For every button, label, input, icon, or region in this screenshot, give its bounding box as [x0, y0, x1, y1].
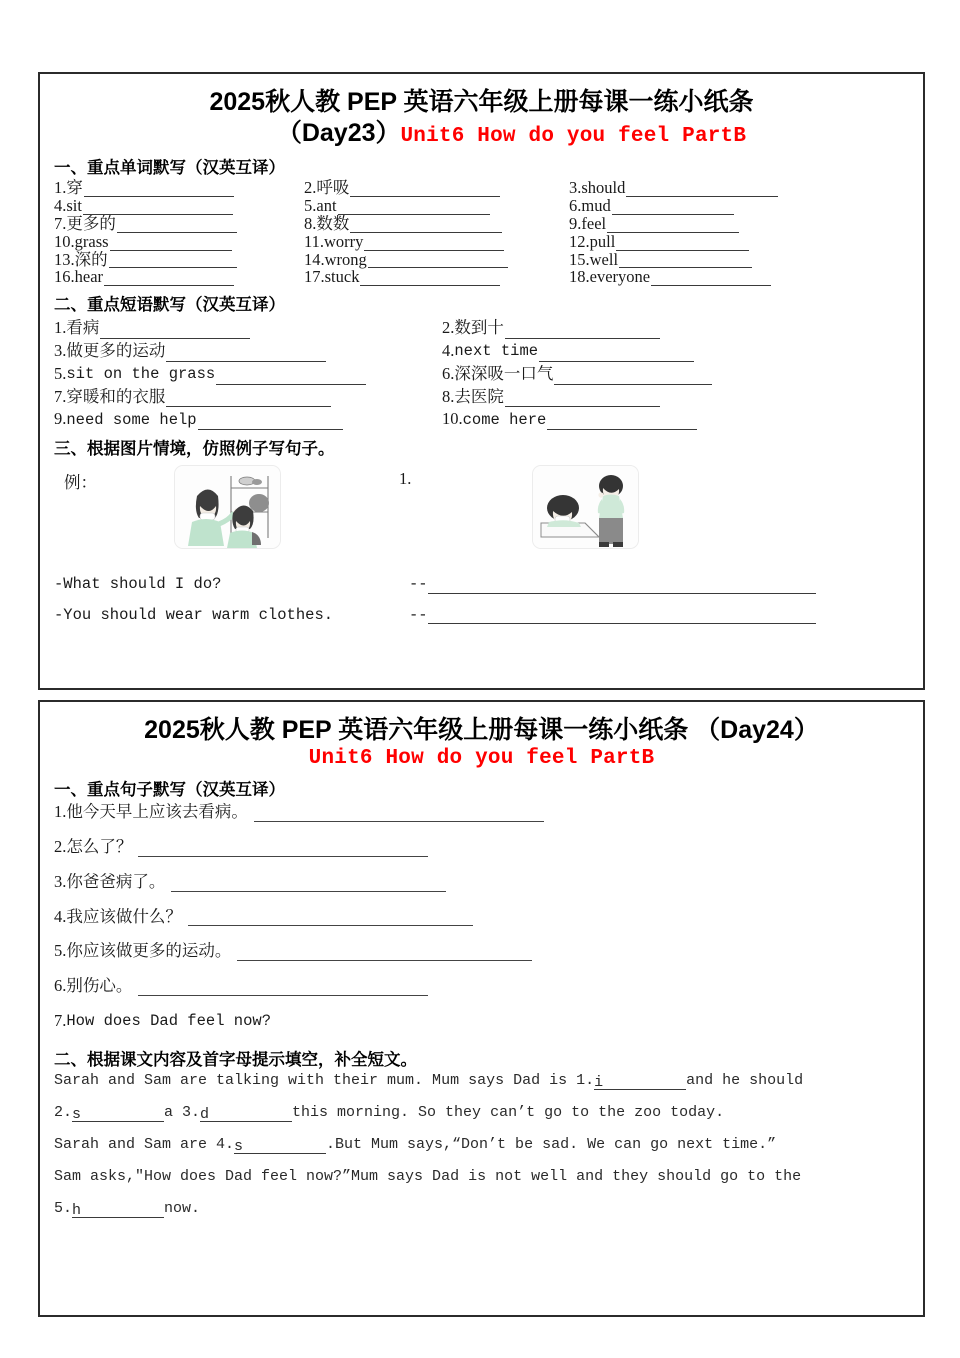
- vocab-label: 9.: [569, 213, 582, 233]
- phrase-label: 2.: [442, 318, 455, 338]
- answer-dash: --: [409, 575, 428, 594]
- day23-title-main: 2025秋人教 PEP 英语六年级上册每课一练小纸条: [209, 88, 754, 116]
- passage-text: Sarah and Sam are 4.: [54, 1135, 235, 1153]
- sentence-label: 5.: [54, 941, 67, 961]
- phrase-answer-blank[interactable]: [100, 322, 250, 339]
- vocab-item: [304, 231, 569, 252]
- phrase-term: sit on the grass: [66, 365, 216, 384]
- vocab-answer-blank[interactable]: [619, 252, 752, 269]
- vocabulary-grid: [54, 180, 909, 287]
- day24-title-sub: [54, 746, 909, 772]
- phrase-label: 9.: [54, 409, 67, 429]
- phrase-answer-blank[interactable]: [216, 368, 366, 385]
- vocab-term: 深的: [74, 249, 108, 269]
- phrase-item: [442, 363, 909, 386]
- phrase-term: 去医院: [454, 386, 504, 406]
- sentence-item: [54, 872, 909, 892]
- phrase-item: [54, 340, 442, 363]
- vocab-term: 更多的: [66, 213, 116, 233]
- vocab-label: 12.: [569, 231, 590, 251]
- sentence-answer-blank[interactable]: [254, 805, 544, 823]
- passage-text: 5.: [54, 1199, 73, 1217]
- vocab-label: 17.: [304, 267, 325, 287]
- vocab-item: [569, 231, 909, 252]
- sentence-text: 我应该做什么？: [66, 906, 182, 926]
- vocab-answer-blank[interactable]: [364, 234, 504, 251]
- phrase-label: 10.: [442, 409, 463, 429]
- phrase-term: need some help: [66, 410, 197, 429]
- phrase-label: 1.: [54, 318, 67, 338]
- phrase-answer-blank[interactable]: [198, 413, 343, 430]
- day24-title-block: [54, 702, 909, 772]
- vocab-term: stuck: [324, 267, 360, 287]
- vocab-label: 7.: [54, 213, 67, 233]
- vocab-term: worry: [324, 231, 364, 251]
- vocab-label: 4.: [54, 196, 67, 216]
- phrase-label: 5.: [54, 363, 67, 383]
- phrase-answer-blank[interactable]: [539, 345, 694, 362]
- phrase-item: [54, 363, 442, 386]
- sentence-item: [54, 802, 909, 822]
- day24-title-main: 2025秋人教 PEP 英语六年级上册每课一练小纸条 （Day24）: [144, 716, 819, 744]
- answer-blank[interactable]: [428, 577, 816, 594]
- vocab-term: ant: [316, 196, 337, 216]
- vocab-term: 呼吸: [316, 178, 350, 198]
- passage-text: now.: [164, 1199, 201, 1217]
- vocab-answer-blank[interactable]: [117, 216, 237, 233]
- sentence-item: [54, 976, 909, 996]
- passage-text: and he should: [686, 1071, 804, 1089]
- sentence-text: 他今天早上应该去看病。: [66, 802, 248, 822]
- sentence-label: 1.: [54, 802, 67, 822]
- vocab-label: 6.: [569, 196, 582, 216]
- passage-text: .But Mum says,“Don’t be sad. We can go next time.”: [326, 1135, 777, 1153]
- vocab-item: [569, 269, 909, 287]
- day23-unit-tag: Unit6 How do you feel PartB: [400, 125, 747, 148]
- vocab-answer-blank[interactable]: [338, 198, 490, 215]
- vocab-label: 18.: [569, 267, 590, 287]
- vocab-answer-blank[interactable]: [350, 180, 500, 197]
- phrase-answer-blank[interactable]: [166, 391, 331, 408]
- vocab-item: [569, 180, 909, 198]
- phrase-answer-blank[interactable]: [505, 391, 660, 408]
- passage-line: [54, 1200, 909, 1218]
- cloze-passage: [54, 1072, 909, 1218]
- phrase-label: 6.: [442, 363, 455, 383]
- vocab-answer-blank[interactable]: [360, 270, 500, 287]
- vocab-term: hear: [74, 267, 104, 287]
- phrase-item: [442, 317, 909, 340]
- example-label: 例：: [64, 473, 97, 493]
- sentence-answer-blank[interactable]: [138, 839, 428, 857]
- passage-line: [54, 1072, 909, 1090]
- vocab-term: mud: [581, 196, 611, 216]
- sentence-item: [54, 941, 909, 961]
- vocab-answer-blank[interactable]: [84, 180, 234, 197]
- vocab-label: 10.: [54, 231, 75, 251]
- vocab-term: grass: [74, 231, 109, 251]
- sentence-answer-blank[interactable]: [237, 944, 532, 962]
- vocab-label: 8.: [304, 213, 317, 233]
- vocab-answer-blank[interactable]: [651, 270, 771, 287]
- sentence-label: 6.: [54, 976, 67, 996]
- sentence-text: How does Dad feel now?: [66, 1012, 272, 1031]
- vocab-answer-blank[interactable]: [110, 234, 232, 251]
- phrase-term: 穿暖和的衣服: [66, 386, 166, 406]
- vocab-item: [54, 180, 304, 198]
- item-1-label: 1.: [399, 469, 412, 489]
- phrase-term: come here: [462, 410, 547, 429]
- vocab-label: 13.: [54, 249, 75, 269]
- vocab-item: [54, 269, 304, 287]
- vocab-term: 数数: [316, 213, 350, 233]
- passage-text: a 3.: [164, 1103, 201, 1121]
- passage-line: [54, 1168, 909, 1186]
- sentence-text: 你应该做更多的运动。: [66, 941, 232, 961]
- sentence-label: 7.: [54, 1011, 67, 1031]
- worksheet-card-day24: [38, 700, 925, 1317]
- student-at-desk-with-teacher-picture: [532, 465, 639, 549]
- example-answer-row: [54, 606, 909, 625]
- phrase-answer-blank[interactable]: [505, 322, 660, 339]
- day23-section3-heading: 三、根据图片情境，仿照例子写句子。: [54, 440, 335, 459]
- phrase-label: 8.: [442, 386, 455, 406]
- example-sentence: -You should wear warm clothes.: [54, 605, 334, 624]
- vocab-answer-blank[interactable]: [368, 252, 508, 269]
- phrase-label: 3.: [54, 340, 67, 360]
- phrase-label: 4.: [442, 340, 455, 360]
- vocab-label: 3.: [569, 178, 582, 198]
- vocab-item: [54, 231, 304, 252]
- phrase-term: 数到十: [454, 318, 504, 338]
- sentence-answer-blank[interactable]: [138, 979, 428, 997]
- sentence-answer-blank[interactable]: [171, 874, 446, 892]
- sentence-item: [54, 1011, 909, 1031]
- vocab-term: pull: [589, 231, 616, 251]
- phrase-item: [54, 386, 442, 409]
- vocab-term: feel: [581, 213, 607, 233]
- passage-line: [54, 1136, 909, 1154]
- sentence-translation-list: [54, 802, 909, 1031]
- phrase-term: 深深吸一口气: [454, 363, 554, 383]
- vocab-answer-blank[interactable]: [612, 198, 734, 215]
- cloze-blank[interactable]: i: [594, 1074, 686, 1090]
- passage-text: this morning. So they can’t go to the zoo today.: [292, 1103, 725, 1121]
- phrase-item: [442, 386, 909, 409]
- day24-unit-tag: Unit6 How do you feel PartB: [308, 747, 655, 770]
- passage-text: Sam asks,"How does Dad feel now?”Mum says Dad is not well and they should go to the: [54, 1167, 802, 1185]
- vocab-label: 2.: [304, 178, 317, 198]
- example-answer-rows: [54, 575, 909, 624]
- example-sentence: -What should I do?: [54, 575, 222, 594]
- vocab-term: should: [581, 178, 626, 198]
- day24-section2-heading: 二、根据课文内容及首字母提示填空，补全短文。: [54, 1050, 417, 1069]
- vocab-answer-blank[interactable]: [104, 270, 234, 287]
- vocab-label: 11.: [304, 231, 325, 251]
- cloze-blank[interactable]: s: [234, 1138, 326, 1154]
- vocab-answer-blank[interactable]: [350, 216, 502, 233]
- sentence-text: 别伤心。: [66, 976, 133, 996]
- vocab-answer-blank[interactable]: [607, 216, 739, 233]
- phrase-answer-blank[interactable]: [547, 413, 697, 430]
- phrase-answer-blank[interactable]: [554, 368, 712, 385]
- example-answer-row: [54, 575, 909, 594]
- cloze-blank[interactable]: s: [72, 1106, 164, 1122]
- day23-section2-heading: 二、重点短语默写（汉英互译）: [54, 296, 285, 315]
- phrase-item: [442, 408, 909, 431]
- vocab-answer-blank[interactable]: [626, 180, 778, 197]
- vocab-label: 14.: [304, 249, 325, 269]
- phrase-item: [54, 317, 442, 340]
- vocab-label: 15.: [569, 249, 590, 269]
- vocab-term: everyone: [589, 267, 651, 287]
- phrase-term: next time: [454, 342, 539, 361]
- vocab-label: 16.: [54, 267, 75, 287]
- day24-section1-heading: 一、重点句子默写（汉英互译）: [54, 781, 285, 800]
- sentence-item: [54, 907, 909, 927]
- passage-text: 2.: [54, 1103, 73, 1121]
- day23-section1-heading: 一、重点单词默写（汉英互译）: [54, 159, 285, 178]
- sentence-answer-blank[interactable]: [188, 909, 473, 927]
- vocab-item: [569, 198, 909, 216]
- phrase-grid: [54, 317, 909, 431]
- sentence-label: 2.: [54, 837, 67, 857]
- vocab-term: sit: [66, 196, 82, 216]
- vocab-term: wrong: [324, 249, 367, 269]
- phrase-answer-blank[interactable]: [166, 345, 326, 362]
- vocab-term: well: [589, 249, 619, 269]
- vocab-item: [304, 180, 569, 198]
- day23-title-block: [54, 74, 909, 150]
- sentence-label: 4.: [54, 906, 67, 926]
- sentence-text: 你爸爸病了。: [66, 871, 166, 891]
- vocab-label: 5.: [304, 196, 317, 216]
- phrase-term: 做更多的运动: [66, 340, 166, 360]
- picture-prompt-row: [54, 463, 909, 563]
- answer-blank[interactable]: [428, 608, 816, 625]
- answer-dash: --: [409, 605, 428, 624]
- phrase-term: 看病: [66, 318, 100, 338]
- cloze-blank[interactable]: h: [72, 1202, 164, 1218]
- sentence-text: 怎么了？: [66, 837, 133, 857]
- worksheet-card-day23: [38, 72, 925, 690]
- phrase-label: 7.: [54, 386, 67, 406]
- phrase-item: [54, 408, 442, 431]
- passage-text: Sarah and Sam are talking with their mum. Mum says Dad is 1.: [54, 1071, 595, 1089]
- sentence-label: 3.: [54, 871, 67, 891]
- cloze-blank[interactable]: d: [200, 1106, 292, 1122]
- passage-line: [54, 1104, 909, 1122]
- vocab-answer-blank[interactable]: [109, 252, 237, 269]
- vocab-answer-blank[interactable]: [83, 198, 233, 215]
- vocab-item: [304, 269, 569, 287]
- day23-title-sub: [54, 118, 909, 150]
- vocab-answer-blank[interactable]: [616, 234, 749, 251]
- vocab-item: [569, 213, 909, 234]
- vocab-label: 1.: [54, 178, 67, 198]
- vocab-term: 穿: [66, 178, 83, 198]
- phrase-item: [442, 340, 909, 363]
- two-people-masks-sickroom-picture: [174, 465, 281, 549]
- day23-day-tag: （Day23）: [276, 119, 401, 147]
- sentence-item: [54, 837, 909, 857]
